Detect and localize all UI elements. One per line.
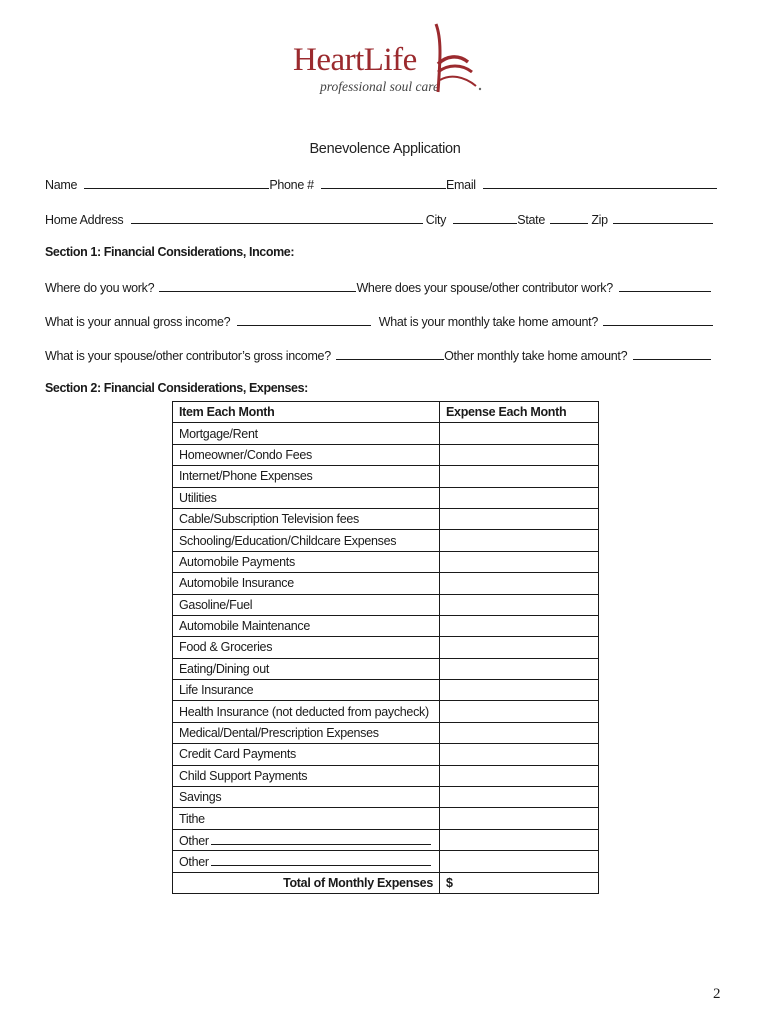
expense-amount-cell[interactable] (440, 851, 599, 872)
table-row (173, 508, 599, 529)
spouse-income-question: What is your spouse/other contributor’s gross income? (45, 349, 331, 363)
logo-wordmark: HeartLife (293, 42, 417, 78)
table-row (173, 615, 599, 636)
expense-item-label: Eating/Dining out (173, 658, 440, 679)
table-row (173, 765, 599, 786)
expense-amount-cell[interactable] (440, 551, 599, 572)
table-row (173, 744, 599, 765)
other-monthly-question: Other monthly take home amount? (444, 349, 628, 363)
other-description-field[interactable] (211, 833, 431, 845)
state-field[interactable] (550, 211, 588, 224)
address-row (45, 211, 713, 227)
expense-item-label: Gasoline/Fuel (173, 594, 440, 615)
expense-amount-cell[interactable] (440, 722, 599, 743)
address-label: Home Address (45, 213, 124, 227)
table-row (173, 466, 599, 487)
expense-amount-cell[interactable] (440, 787, 599, 808)
work-field[interactable] (159, 279, 356, 292)
expense-item-label: Medical/Dental/Prescription Expenses (173, 722, 440, 743)
page-title: Benevolence Application (309, 141, 461, 157)
spouse-income-field[interactable] (336, 347, 444, 360)
table-row (173, 808, 599, 829)
monthly-takehome-question: What is your monthly take home amount? (378, 315, 598, 329)
total-row (173, 872, 599, 893)
expense-item-label: Life Insurance (173, 680, 440, 701)
table-row (173, 530, 599, 551)
expenses-table (172, 401, 599, 894)
expense-amount-cell[interactable] (440, 829, 599, 850)
heartlife-logo (290, 22, 490, 98)
expense-item-label: Savings (173, 787, 440, 808)
page-number: 2 (713, 986, 721, 1002)
expense-amount-cell[interactable] (440, 765, 599, 786)
expense-item-label: Child Support Payments (173, 765, 440, 786)
expense-amount-cell[interactable] (440, 423, 599, 444)
table-row (173, 551, 599, 572)
expense-amount-cell[interactable] (440, 444, 599, 465)
expense-item-label: Cable/Subscription Television fees (173, 508, 440, 529)
spouse-income-row (45, 347, 711, 363)
zip-label: Zip (591, 213, 608, 227)
spouse-work-field[interactable] (619, 279, 711, 292)
email-label: Email (446, 178, 476, 192)
expense-item-label: Schooling/Education/Childcare Expenses (173, 530, 440, 551)
expense-item-label: Utilities (173, 487, 440, 508)
work-row (45, 279, 711, 295)
table-row (173, 722, 599, 743)
monthly-takehome-field[interactable] (603, 313, 713, 326)
table-row (173, 701, 599, 722)
other-monthly-field[interactable] (633, 347, 711, 360)
other-label: Other (179, 833, 209, 848)
currency-symbol: $ (446, 875, 453, 890)
table-row (173, 658, 599, 679)
expense-item-label: Automobile Maintenance (173, 615, 440, 636)
total-amount-cell[interactable] (440, 872, 599, 893)
expense-amount-cell[interactable] (440, 808, 599, 829)
table-row (173, 573, 599, 594)
annual-income-question: What is your annual gross income? (45, 315, 231, 329)
table-row (173, 423, 599, 444)
col-item-header: Item Each Month (173, 402, 440, 423)
table-row (173, 594, 599, 615)
table-row (173, 637, 599, 658)
phone-field[interactable] (321, 176, 446, 189)
section1-heading: Section 1: Financial Considerations, Income: (45, 245, 295, 259)
city-label: City (425, 213, 447, 227)
expense-item-label: Homeowner/Condo Fees (173, 444, 440, 465)
logo-tagline: professional soul care (320, 79, 439, 94)
address-field[interactable] (131, 211, 423, 224)
expense-amount-cell[interactable] (440, 701, 599, 722)
contact-row (45, 176, 717, 192)
expense-amount-cell[interactable] (440, 466, 599, 487)
other-expense-2 (173, 851, 440, 872)
city-field[interactable] (453, 211, 517, 224)
annual-income-field[interactable] (237, 313, 371, 326)
table-row (173, 487, 599, 508)
state-label: State (517, 213, 545, 227)
other-description-field[interactable] (211, 854, 431, 866)
expense-item-label: Automobile Insurance (173, 573, 440, 594)
work-question: Where do you work? (45, 281, 155, 295)
email-field[interactable] (483, 176, 717, 189)
expense-amount-cell[interactable] (440, 530, 599, 551)
other-expense-1 (173, 829, 440, 850)
table-header-row (173, 402, 599, 423)
table-row (173, 829, 599, 850)
expense-item-label: Credit Card Payments (173, 744, 440, 765)
other-label: Other (179, 854, 209, 869)
expense-amount-cell[interactable] (440, 487, 599, 508)
expense-amount-cell[interactable] (440, 658, 599, 679)
table-row (173, 851, 599, 872)
expense-amount-cell[interactable] (440, 615, 599, 636)
expense-amount-cell[interactable] (440, 637, 599, 658)
table-row (173, 680, 599, 701)
zip-field[interactable] (613, 211, 713, 224)
expense-amount-cell[interactable] (440, 573, 599, 594)
section2-heading: Section 2: Financial Considerations, Expenses: (45, 381, 308, 395)
expense-item-label: Automobile Payments (173, 551, 440, 572)
col-expense-header: Expense Each Month (440, 402, 599, 423)
name-field[interactable] (84, 176, 269, 189)
expense-item-label: Mortgage/Rent (173, 423, 440, 444)
expense-item-label: Tithe (173, 808, 440, 829)
expense-amount-cell[interactable] (440, 508, 599, 529)
expense-amount-cell[interactable] (440, 744, 599, 765)
expense-item-label: Food & Groceries (173, 637, 440, 658)
table-row (173, 444, 599, 465)
total-label: Total of Monthly Expenses (173, 872, 440, 893)
expense-item-label: Internet/Phone Expenses (173, 466, 440, 487)
table-row (173, 787, 599, 808)
name-label: Name (45, 178, 78, 192)
spouse-work-question: Where does your spouse/other contributor work? (356, 281, 613, 295)
phone-label: Phone # (269, 178, 314, 192)
wheat-stalk-icon (424, 22, 484, 98)
expense-item-label: Health Insurance (not deducted from paycheck) (173, 701, 440, 722)
expense-amount-cell[interactable] (440, 680, 599, 701)
expense-amount-cell[interactable] (440, 594, 599, 615)
income-row (45, 313, 713, 329)
